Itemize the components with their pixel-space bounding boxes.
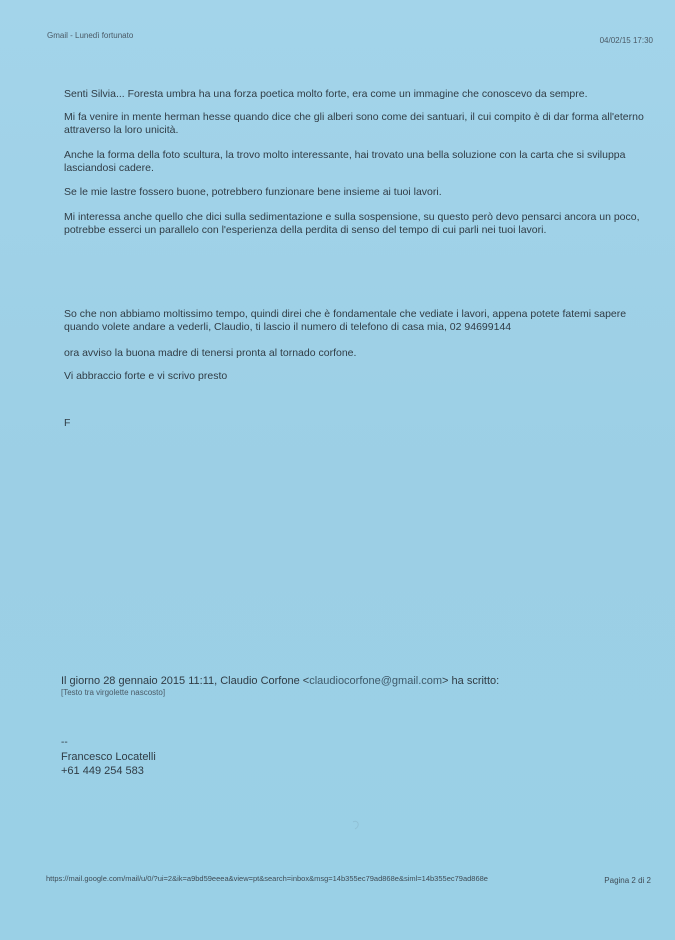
paragraph-3: Anche la forma della foto scultura, la trovo molto interessante, hai trovato una bella soluzione con la carta che si sviluppa lasciandosi cadere. xyxy=(64,149,626,174)
print-header-date: 04/02/15 17:30 xyxy=(599,36,653,45)
quote-sender-email-link[interactable]: claudiocorfone@gmail.com xyxy=(309,675,443,687)
quote-header-suffix: > ha scritto: xyxy=(442,675,500,687)
signature-separator: -- xyxy=(61,737,68,748)
signature-name: Francesco Locatelli xyxy=(61,751,156,763)
paper-mark-icon xyxy=(352,820,360,830)
quoted-reply-header xyxy=(61,675,499,687)
paragraph-5: Mi interessa anche quello che dici sulla sedimentazione e sulla sospensione, su questo però devo pensarci ancora un poco, potrebbe esserci un parallelo con l'esperienza della perdita di senso del tempo di cui parli nei tuoi lavori. xyxy=(64,211,640,236)
paragraph-4: Se le mie lastre fossero buone, potrebbero funzionare bene insieme ai tuoi lavori. xyxy=(64,186,442,198)
print-header-title: Gmail - Lunedì fortunato xyxy=(47,31,134,40)
print-footer-page-number: Pagina 2 di 2 xyxy=(604,876,651,885)
paragraph-1: Senti Silvia... Foresta umbra ha una forza poetica molto forte, era come un immagine che conoscevo da sempre. xyxy=(64,88,588,100)
hidden-quote-toggle[interactable]: [Testo tra virgolette nascosto] xyxy=(61,688,166,697)
paragraph-2: Mi fa venire in mente herman hesse quando dice che gli alberi sono come dei santuari, il cui compito è di dar forma all'eterno attraverso la loro unicità. xyxy=(64,111,644,136)
paragraph-6: So che non abbiamo moltissimo tempo, quindi direi che è fondamentale che vediate i lavori, appena potete fatemi sapere quando volete andare a vederli, Claudio, ti lascio il numero di telefono di casa mia, 02 94699144 xyxy=(64,308,627,333)
paragraph-8: Vi abbraccio forte e vi scrivo presto xyxy=(64,370,228,382)
quote-header-prefix: Il giorno 28 gennaio 2015 11:11, Claudio Corfone < xyxy=(61,675,310,687)
signature-phone: +61 449 254 583 xyxy=(61,765,144,777)
print-footer-url: https://mail.google.com/mail/u/0/?ui=2&ik=a9bd59eeea&view=pt&search=inbox&msg=14b355ec79ad868e&siml=14b355ec79ad868e xyxy=(46,874,488,883)
paragraph-7: ora avviso la buona madre di tenersi pronta al tornado corfone. xyxy=(64,347,357,359)
sign-off-initial: F xyxy=(64,417,71,429)
